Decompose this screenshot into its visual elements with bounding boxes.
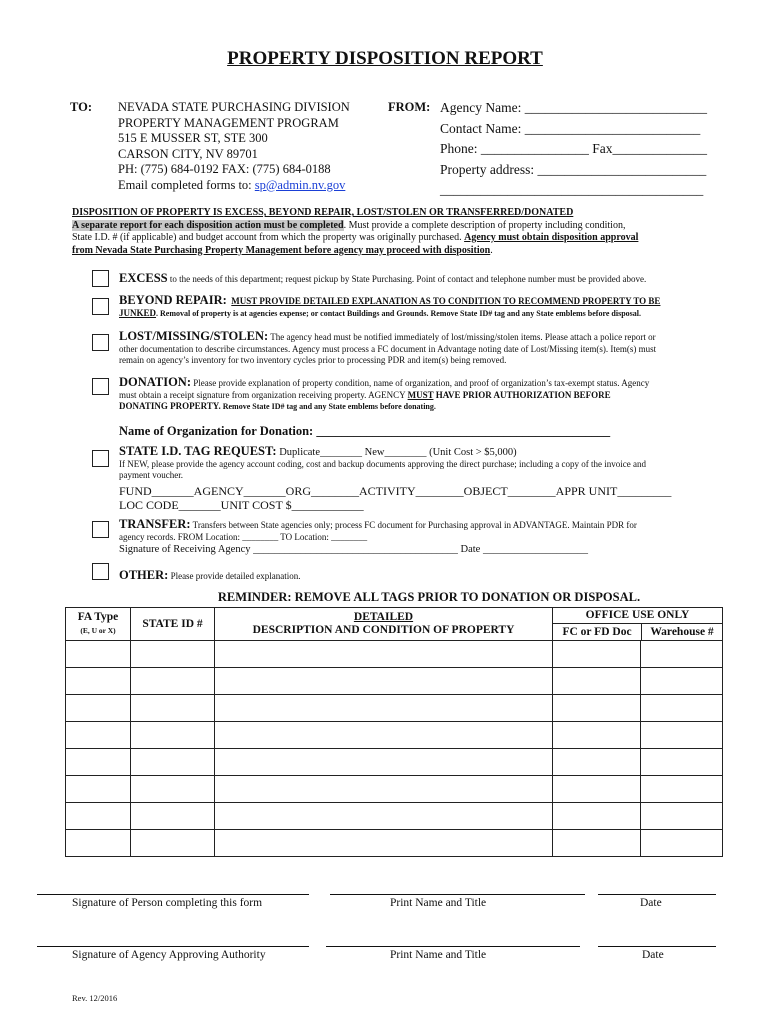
lost-text-2: other documentation to describe circumstances. Agency must process a FC document in Advantage noting date of Lost/Missing item(s). Item(s) must	[119, 343, 657, 354]
transfer-section	[119, 519, 637, 557]
state-id-tag-checkbox[interactable]	[92, 450, 109, 467]
person-signature-line[interactable]	[37, 894, 309, 895]
donation-heading: DONATION:	[119, 375, 191, 389]
office-use-header: OFFICE USE ONLY FC or FD Doc Warehouse #	[553, 608, 723, 641]
transfer-locations[interactable]: agency records. FROM Location: ________ TO Location: ________	[119, 531, 368, 542]
receiving-agency-signature[interactable]: Signature of Receiving Agency _______________________________________ Date ____________________	[119, 544, 588, 555]
excess-heading: EXCESS	[119, 271, 168, 285]
to-line: PROPERTY MANAGEMENT PROGRAM	[118, 115, 339, 130]
beyond-repair-heading: BEYOND REPAIR:	[119, 293, 227, 307]
separate-report-note: A separate report for each disposition action must be completed	[72, 219, 344, 231]
intro-heading: DISPOSITION OF PROPERTY IS EXCESS, BEYOND REPAIR, LOST/STOLEN OR TRANSFERRED/DONATED	[72, 207, 574, 218]
email-link[interactable]: sp@admin.nv.gov	[254, 177, 346, 192]
state-id-tag-text-1: If NEW, please provide the agency account coding, cost and backup documents approving the direct purchase; including a copy of the invoice and	[119, 458, 646, 469]
to-line: 515 E MUSSER ST, STE 300	[118, 131, 268, 145]
revision-label: Rev. 12/2016	[72, 993, 118, 1003]
beyond-repair-checkbox[interactable]	[92, 298, 109, 315]
contact-name-field[interactable]: Contact Name: __________________________	[440, 120, 701, 136]
state-id-header: STATE ID #	[131, 608, 215, 641]
intro-text-2: State I.D. # (if applicable) and budget account from which the property was originally purchased.	[72, 232, 465, 243]
table-header-row	[66, 608, 723, 641]
print-name-label-1: Print Name and Title	[390, 897, 487, 909]
print-name-line-1[interactable]	[330, 894, 585, 895]
table-row[interactable]	[66, 830, 723, 857]
state-id-tag-section	[119, 446, 646, 482]
fa-type-header: FA Type (E, U or X)	[66, 608, 131, 641]
property-table	[65, 607, 723, 857]
property-address-field-2[interactable]: _______________________________________	[440, 182, 704, 197]
table-row[interactable]	[66, 668, 723, 695]
transfer-checkbox[interactable]	[92, 521, 109, 538]
beyond-repair-caps: MUST PROVIDE DETAILED EXPLANATION AS TO CONDITION TO RECOMMEND PROPERTY TO BE	[231, 296, 661, 306]
table-row[interactable]	[66, 803, 723, 830]
other-section	[119, 570, 301, 583]
junked-label: JUNKED	[119, 307, 157, 318]
loc-code-line[interactable]: LOC CODE_______UNIT COST $____________	[119, 498, 364, 512]
print-name-line-2[interactable]	[326, 946, 580, 947]
lost-stolen-checkbox[interactable]	[92, 334, 109, 351]
other-heading: OTHER:	[119, 568, 169, 582]
agency-name-field[interactable]: Agency Name: ___________________________	[440, 100, 707, 115]
lost-section	[119, 331, 656, 367]
reminder-note: REMINDER: REMOVE ALL TAGS PRIOR TO DONATION OR DISPOSAL.	[217, 590, 641, 604]
person-signature-label: Signature of Person completing this form	[72, 897, 263, 909]
donation-text-2a: must obtain a receipt signature from organization receiving property. AGENCY	[119, 389, 408, 400]
intro-text-1: . Must provide a complete description of property including condition,	[343, 219, 626, 231]
other-checkbox[interactable]	[92, 563, 109, 580]
to-address-block	[118, 100, 350, 193]
phone-fax-field[interactable]: Phone: ________________ Fax______________	[440, 141, 708, 156]
date-line-2[interactable]	[598, 946, 716, 947]
organization-name-field[interactable]: Name of Organization for Donation: _______________________________________________	[119, 424, 611, 438]
to-line: CARSON CITY, NV 89701	[118, 146, 258, 161]
fund-coding-line[interactable]: FUND_______AGENCY_______ORG________ACTIVITY________OBJECT________APPR UNIT_________	[119, 484, 672, 498]
approval-note-2: from Nevada State Purchasing Property Management before agency may proceed with disposition	[72, 244, 491, 256]
intro-end: .	[490, 244, 493, 256]
to-line: PH: (775) 684-0192 FAX: (775) 684-0188	[118, 162, 331, 176]
beyond-repair-section	[119, 295, 660, 319]
state-id-tag-heading: STATE I.D. TAG REQUEST:	[119, 444, 277, 458]
intro-block	[72, 207, 722, 257]
approver-signature-line[interactable]	[37, 946, 309, 947]
email-prefix: Email completed forms to:	[118, 177, 255, 192]
table-row[interactable]	[66, 695, 723, 722]
date-label-1: Date	[640, 897, 662, 909]
excess-section	[119, 273, 646, 286]
email-line	[118, 178, 350, 194]
donation-checkbox[interactable]	[92, 378, 109, 395]
fc-doc-header: FC or FD Doc	[553, 624, 642, 640]
table-row[interactable]	[66, 641, 723, 668]
date-label-2: Date	[642, 949, 664, 961]
excess-checkbox[interactable]	[92, 270, 109, 287]
page-title: PROPERTY DISPOSITION REPORT	[227, 48, 543, 69]
warehouse-header: Warehouse #	[650, 626, 714, 638]
table-row[interactable]	[66, 776, 723, 803]
transfer-text-1: Transfers between State agencies only; process FC document for Purchasing approval in ADVANTAGE. Maintain PDR for	[190, 520, 637, 530]
lost-heading: LOST/MISSING/STOLEN:	[119, 329, 269, 343]
description-header: DETAILED DESCRIPTION AND CONDITION OF PROPERTY	[215, 608, 553, 641]
donation-text-1: Please provide explanation of property condition, name of organization, and proof of organization’s tax-exempt status. Agency	[191, 378, 650, 388]
lost-text-1: The agency head must be notified immediately of lost/missing/stolen items. Please attach a police report or	[268, 332, 656, 342]
print-name-label-2: Print Name and Title	[390, 949, 487, 961]
from-block	[440, 98, 707, 201]
date-line-1[interactable]	[598, 894, 716, 895]
donation-text-2b: HAVE PRIOR AUTHORIZATION BEFORE	[433, 389, 611, 400]
to-label: TO:	[70, 100, 92, 114]
donation-section	[119, 377, 649, 413]
donation-text-3a: DONATING PROPERTY.	[119, 401, 221, 411]
table-row[interactable]	[66, 749, 723, 776]
excess-text: to the needs of this department; request pickup by State Purchasing. Point of contact and telephone number must be provided above.	[167, 274, 647, 284]
other-text: Please provide detailed explanation.	[168, 571, 301, 581]
transfer-heading: TRANSFER:	[119, 517, 191, 531]
state-id-tag-text-2: payment voucher.	[119, 470, 183, 480]
to-line: NEVADA STATE PURCHASING DIVISION	[118, 100, 350, 114]
lost-text-3: remain on agency’s inventory for two inventory cycles prior to processing PDR and item(s) being removed.	[119, 355, 507, 365]
state-id-tag-options[interactable]: Duplicate________ New________ (Unit Cost > $5,000)	[276, 447, 517, 458]
from-label: FROM:	[388, 100, 431, 114]
beyond-repair-text: . Removal of property is at agencies expense; or contact Buildings and Grounds. Remove State ID# tag and any State emblems before disposal.	[156, 308, 641, 318]
property-address-field[interactable]: Property address: _________________________	[440, 161, 707, 177]
donation-must: MUST	[407, 389, 434, 400]
donation-text-3b: Remove State ID# tag and any State emblems before donating.	[220, 402, 436, 411]
approver-signature-label: Signature of Agency Approving Authority	[72, 949, 266, 961]
table-row[interactable]	[66, 722, 723, 749]
approval-note: Agency must obtain disposition approval	[464, 232, 639, 243]
